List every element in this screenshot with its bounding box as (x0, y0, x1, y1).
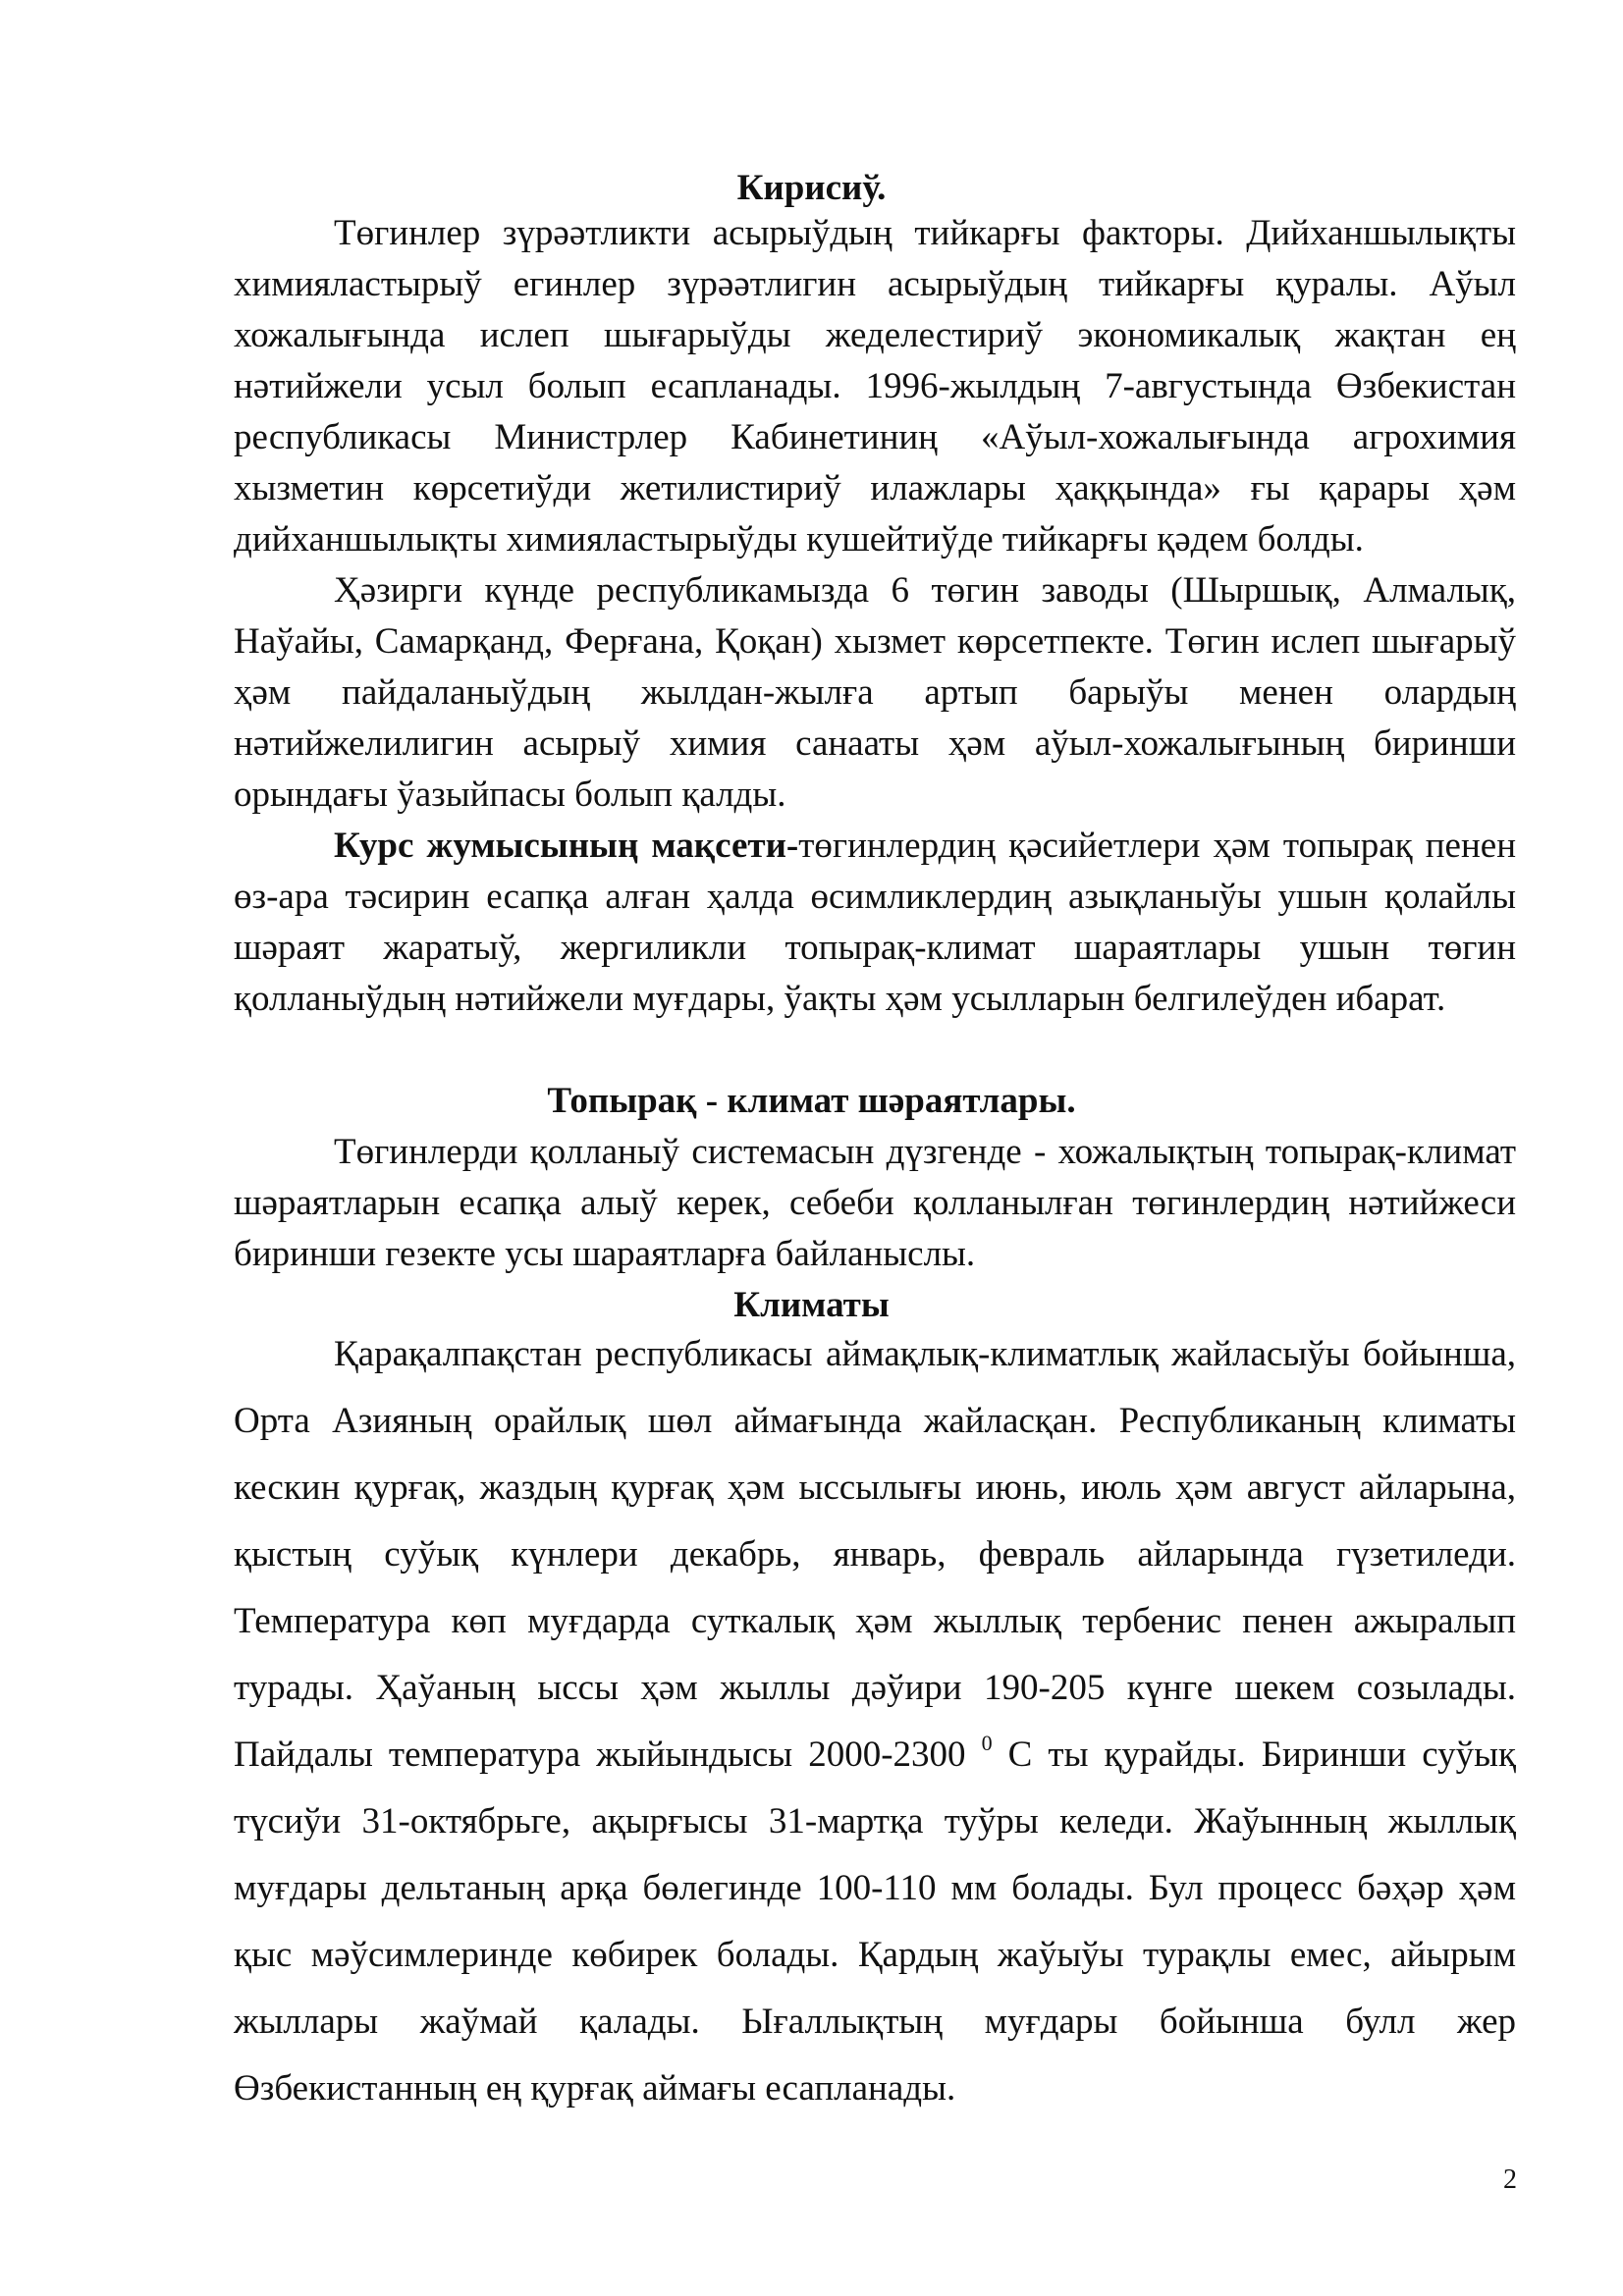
paragraph-course-goal (234, 821, 1516, 1025)
paragraph-climate (234, 1321, 1516, 2122)
degree-superscript: 0 (981, 1731, 993, 1755)
heading-introduction: Кирисиў. (736, 168, 887, 208)
paragraph-soil-climate: Төгинлерди қолланыў системасын дүзгенде - хожалықтың топырақ-климат шәраятларын есапқа алыў керек, себеби қолланылған төгинлердиң нәтийжеси биринши гезекте усы шараятларға байланыслы. (234, 1132, 1516, 1274)
climate-text-part2: С ты қурайды. Биринши суўық түсиўи 31-октябрьге, ақырғысы 31-мартқа туўры келеди. Жаўынның жыллық муғдары дельтаның арқа бөлегинде 100-110 мм болады. Бул процесс бәҳәр ҳәм қыс мәўсимлеринде көбирек болады. Қардың жаўыўы турақлы емес, айырым жыллары жаўмай қалады. Ығаллықтың муғдары бойынша булл жер Өзбекистанның ең қурғақ аймағы есапланады. (234, 1735, 1516, 2109)
heading-soil-climate: Топырақ - климат шәраятлары. (547, 1081, 1076, 1121)
heading-climate: Климаты (733, 1285, 890, 1325)
climate-text-part1: Қарақалпақстан республикасы аймақлық-климатлық жайласыўы бойынша, Орта Азияның орайлық шөл аймағында жайласқан. Республиканың климаты кескин қурғақ, жаздың қурғақ ҳәм ыссылығы июнь, июль ҳәм август айларына, қыстың суўық күнлери декабрь, январь, февраль айларында гүзетиледи. Температура көп муғдарда суткалық ҳәм жыллық тербенис пенен ажыралып турады. Ҳаўаның ыссы ҳәм жыллы дәўири 190-205 күнге шекем созылады. Пайдалы температура жыйындысы 2000-2300 (234, 1334, 1516, 1775)
page-number: 2 (1503, 2164, 1517, 2195)
course-goal-label: Курс жумысының мақсети- (334, 826, 799, 866)
paragraph-intro-1: Төгинлер зүрәәтликти асырыўдың тийкарғы факторы. Дийханшылықты химияластырыў егинлер зүрәәтлигин асырыўдың тийкарғы қуралы. Аўыл хожалығында ислеп шығарыўды жеделестириў экономикалық жақтан ең нәтийжели усыл болып есапланады. 1996-жылдың 7-августында Өзбекистан республикасы Министрлер Кабинетиниң «Аўыл-хожалығында агрохимия хызметин көрсетиўди жетилистириў илажлары ҳаққында» ғы қарары ҳәм дийханшылықты химияластырыўды кушейтиўде тийкарғы қәдем болды. (234, 213, 1516, 560)
course-goal-text: төгинлердиң қәсийетлери ҳәм топырақ пенен өз-ара тәсирин есапқа алған ҳалда өсимликлердиң азықланыўы ушын қолайлы шәраят жаратыў, жергиликли топырақ-климат шараятлары ушын төгин қолланыўдың нәтийжели муғдары, ўақты ҳәм усылларын белгилеўден ибарат. (234, 826, 1516, 1019)
paragraph-intro-2: Ҳәзирги күнде республикамызда 6 төгин заводы (Шыршық, Алмалық, Наўайы, Самарқанд, Ферғана, Қоқан) хызмет көрсетпекте. Төгин ислеп шығарыў ҳәм пайдаланыўдың жылдан-жылға артып барыўы менен олардың нәтийжелилигин асырыў химия санааты ҳәм аўыл-хожалығының биринши орындағы ўазыйпасы болып қалды. (234, 570, 1516, 815)
